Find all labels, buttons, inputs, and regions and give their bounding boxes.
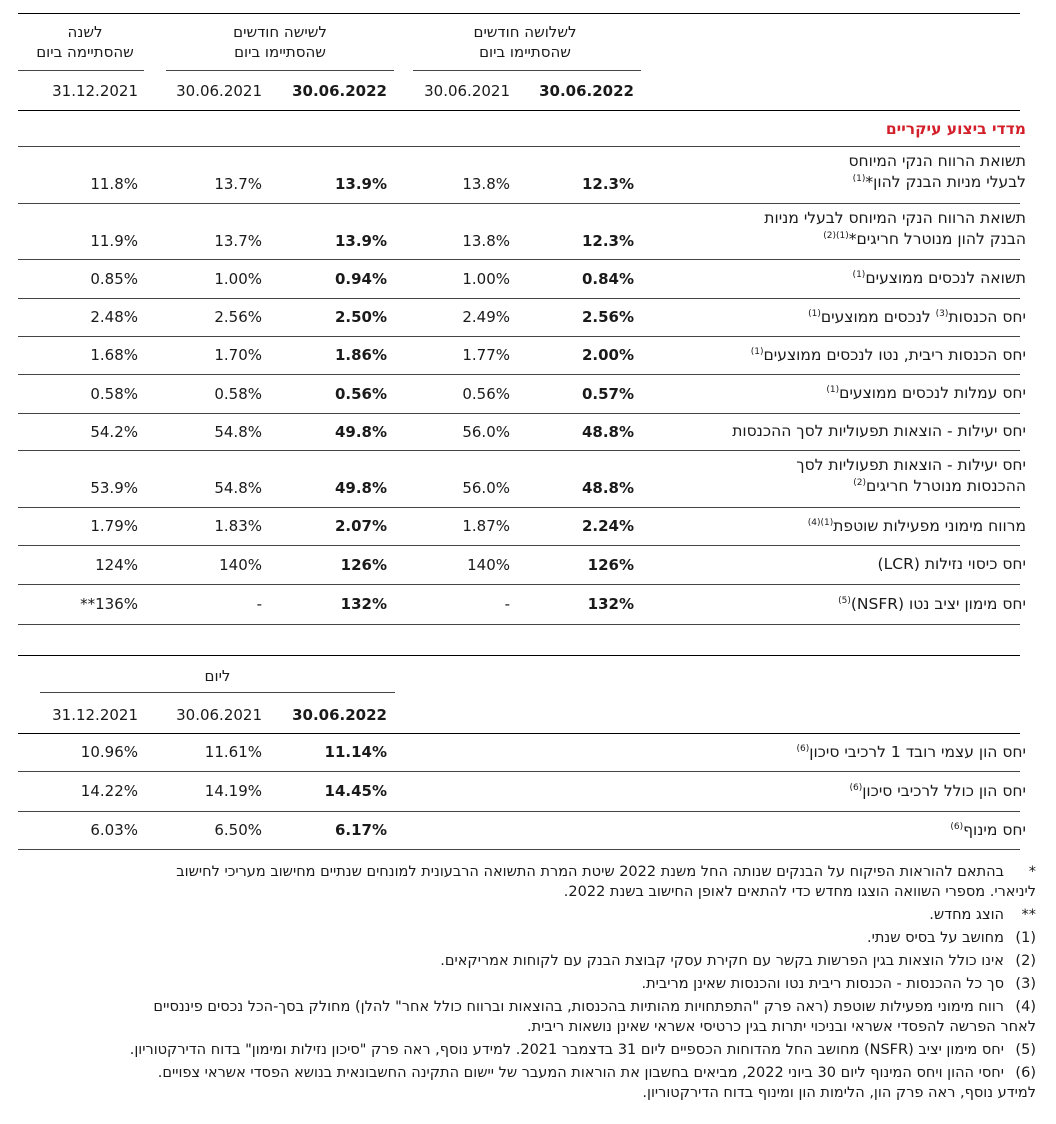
row-label <box>826 383 1026 404</box>
row-label <box>796 742 1026 763</box>
footnote-text: רווח מימוני מפעילות שוטפת (ראה פרק "התפתחויות מהותיות בהכנסות, בהוצאות וברווח כולל אחר" להלן) מחולק בסך-הכל נכסים פיננסיים <box>153 999 1004 1015</box>
row-label-line: תשואת הרווח הנקי המיוחס לבעלי מניות <box>764 209 1026 227</box>
footnote-mark: ** <box>1021 907 1036 923</box>
footnote-line <box>16 997 1036 1017</box>
footnote-mark: * <box>1028 864 1036 880</box>
table-cell: 1.70% <box>214 346 262 364</box>
row-label-line <box>838 594 1026 615</box>
footnote-text: הוצג מחדש. <box>929 907 1004 923</box>
table-cell: 56.0% <box>462 422 510 441</box>
footnote <box>16 928 1036 948</box>
footnote-ref: (2) <box>853 477 866 488</box>
header-as-of-rule <box>40 692 395 693</box>
header-year-rule <box>18 70 144 71</box>
table-cell: 13.7% <box>214 232 262 250</box>
row-label-line: תשואת הרווח הנקי המיוחס <box>848 152 1026 170</box>
footnote-mark: (1) <box>1015 930 1036 946</box>
footnote-line <box>16 1040 1036 1060</box>
table-cell: **136% <box>80 595 138 613</box>
footnote-text: מחושב על בסיס שנתי. <box>867 930 1004 946</box>
footnote <box>16 951 1036 971</box>
row-label-text: יחס הון כולל לרכיבי סיכון <box>862 781 1026 800</box>
row-label-text: לנכסים ממוצעים <box>820 307 936 326</box>
date-header: 30.06.2022 <box>539 82 634 100</box>
table-cell: 14.19% <box>204 782 262 800</box>
row-label-line <box>764 229 1026 250</box>
section-title: מדדי ביצוע עיקריים <box>885 120 1026 138</box>
row-label-text: הבנק להון מנוטרל חריגים* <box>848 230 1026 248</box>
row-label <box>849 151 1027 193</box>
footnote-ref: (1) <box>808 308 821 319</box>
row-rule <box>18 507 1020 508</box>
footnote-line <box>16 951 1036 971</box>
footnote-ref: (1)(4) <box>807 517 834 528</box>
row-rule <box>18 146 1020 147</box>
header-three-months: לשלושה חודשים שהסתיימו ביום <box>473 23 577 61</box>
row-label-line: יחס יעילות - הוצאות תפעוליות לסך ההכנסות <box>732 422 1026 440</box>
row-label-line <box>796 476 1026 497</box>
row-label-text: יחס מימון יציב נטו (NSFR) <box>850 594 1026 613</box>
footnote-line <box>16 905 1036 925</box>
table-cell: 11.8% <box>90 175 138 193</box>
row-label-line <box>849 172 1027 193</box>
table-cell: 12.3% <box>581 232 634 250</box>
row-rule <box>18 584 1020 585</box>
table-cell: 49.8% <box>334 422 387 441</box>
table-cell: 53.9% <box>90 479 138 497</box>
footnote <box>16 1063 1036 1103</box>
table-cell: 6.50% <box>214 821 262 839</box>
header-as-of: ליום <box>204 667 231 685</box>
row-rule <box>18 811 1020 812</box>
footnote-mark: (2) <box>1015 953 1036 969</box>
date-header: 30.06.2021 <box>176 706 262 724</box>
footnote-ref: (1) <box>852 269 866 280</box>
footnote-text: לאחר הפרשה להפסדי אשראי ובניכוי יתרות בגין כרטיסי אשראי שאינן נושאות ריבית. <box>526 1019 1036 1035</box>
table-cell: 2.49% <box>462 308 510 326</box>
table-cell: 13.9% <box>334 232 387 250</box>
header-six-months: לשישה חודשים שהסתיימו ביום <box>233 23 327 61</box>
header-year: לשנה שהסתיימה ביום <box>36 23 134 61</box>
table-cell: - <box>504 595 510 613</box>
table-cell: 6.17% <box>334 821 387 839</box>
table-cell: 2.24% <box>581 517 634 535</box>
table-cell: 13.9% <box>334 175 387 193</box>
row-label <box>796 455 1026 497</box>
footnote-line <box>16 1083 1036 1103</box>
date-header: 31.12.2021 <box>52 706 138 724</box>
row-label <box>849 781 1026 802</box>
table-cell: 1.86% <box>334 346 387 364</box>
date-header: 30.06.2021 <box>176 82 262 100</box>
row-label-text: תשואה לנכסים ממוצעים <box>865 269 1026 287</box>
row-label <box>838 594 1026 615</box>
row-rule <box>18 624 1020 625</box>
table-cell: 2.48% <box>90 308 138 326</box>
table-cell: 10.96% <box>80 743 138 761</box>
footnote-ref: (3) <box>935 308 949 319</box>
row-label <box>808 307 1026 328</box>
header-three-rule <box>413 70 641 71</box>
table-cell: 48.8% <box>581 422 634 441</box>
row-label <box>878 554 1026 575</box>
footnote-text: ליניארי. מספרי השוואה הוצגו מחדש כדי להתאים לאופן החישוב בשנת 2022. <box>563 884 1036 900</box>
table-cell: 1.87% <box>462 517 510 535</box>
table-cell: 0.58% <box>90 384 138 403</box>
row-label-line <box>826 383 1026 404</box>
footnote-mark: (6) <box>1015 1065 1036 1081</box>
header-six-rule <box>166 70 394 71</box>
table-cell: 126% <box>587 555 634 574</box>
row-label-text: יחס עמלות לנכסים ממוצעים <box>839 384 1026 402</box>
footnote-ref: (6) <box>796 743 810 754</box>
table-cell: 0.94% <box>334 269 387 288</box>
row-label <box>950 820 1026 841</box>
table-cell: 54.8% <box>214 422 262 441</box>
footnote-line <box>16 928 1036 948</box>
table-cell: - <box>256 595 262 613</box>
footnote-line <box>16 974 1036 994</box>
row-rule <box>18 413 1020 414</box>
row-rule <box>18 298 1020 299</box>
footnote-ref: (1) <box>826 384 840 395</box>
table-cell: 2.50% <box>334 308 387 326</box>
footnote-text: יחסי ההון ויחס המינוף ליום 30 ביוני 2022, מביאים בחשבון את הוראות המעבר של יישום התקינה החשבונאית בנושא הפסדי אשראי צפויים. <box>157 1065 1004 1081</box>
footnote-line <box>16 882 1036 902</box>
table-cell: 1.77% <box>462 346 510 364</box>
table-cell: 1.68% <box>90 346 138 364</box>
table-cell: 13.7% <box>214 175 262 193</box>
table-cell: 14.22% <box>80 782 138 800</box>
table-cell: 1.00% <box>462 269 510 288</box>
table-cell: 11.9% <box>90 232 138 250</box>
table-cell: 2.00% <box>581 346 634 364</box>
date-header: 30.06.2021 <box>424 82 510 100</box>
table-cell: 0.57% <box>581 384 634 403</box>
table-cell: 140% <box>467 555 510 574</box>
table-cell: 0.56% <box>462 384 510 403</box>
footnote-ref: (6) <box>950 821 964 832</box>
footnote-text: סך כל ההכנסות - הכנסות ריבית נטו והכנסות שאינן מריבית. <box>641 976 1004 992</box>
table-cell: 6.03% <box>90 821 138 839</box>
footnote <box>16 862 1036 902</box>
footnote-text: למידע נוסף, ראה פרק הון, הלימות הון ומינוף בדוח הדירקטוריון. <box>642 1085 1036 1101</box>
table-cell: 132% <box>587 595 634 613</box>
table2-top-rule <box>18 655 1020 656</box>
table-cell: 49.8% <box>334 479 387 497</box>
table-cell: 1.83% <box>214 517 262 535</box>
row-label <box>751 345 1026 366</box>
footnote-text: אינו כולל הוצאות בגין הפרשות בקשר עם חקירת עסקי קבוצת הבנק עם לקוחות אמריקאים. <box>440 953 1004 969</box>
footnote-mark: (5) <box>1015 1042 1036 1058</box>
table-cell: 13.8% <box>462 175 510 193</box>
table-top-rule <box>18 13 1020 14</box>
header-bottom-rule <box>18 110 1020 111</box>
row-label-line <box>853 268 1026 289</box>
row-label-text: יחס מינוף <box>963 820 1026 839</box>
table-cell: 0.84% <box>581 269 634 288</box>
table-cell: 0.58% <box>214 384 262 403</box>
date-header: 30.06.2022 <box>292 706 387 724</box>
row-label <box>808 516 1026 537</box>
table-cell: 11.61% <box>204 743 262 761</box>
row-rule <box>18 450 1020 451</box>
table-cell: 54.8% <box>214 479 262 497</box>
table-cell: 1.00% <box>214 269 262 288</box>
table-cell: 12.3% <box>581 175 634 193</box>
footnote-ref: (1) <box>852 173 866 184</box>
table-cell: 124% <box>95 555 138 574</box>
footnote-text: יחס מימון יציב (NSFR) מחושב החל מהדוחות הכספיים ליום 31 בדצמבר 2021. למידע נוסף, ראה פרק "סיכון נזילות ומימון" בדוח הדירקטוריון. <box>129 1042 1004 1058</box>
row-rule <box>18 545 1020 546</box>
date-header: 30.06.2022 <box>292 82 387 100</box>
row-label <box>732 421 1026 442</box>
footnote-ref: (5) <box>838 595 851 606</box>
footnote <box>16 1040 1036 1060</box>
footnote-ref: (1)(2) <box>823 230 849 241</box>
footnote-ref: (1) <box>750 346 764 357</box>
table-cell: 0.56% <box>334 384 387 403</box>
table-cell: 54.2% <box>90 422 138 441</box>
table-cell: 48.8% <box>581 479 634 497</box>
row-rule <box>18 259 1020 260</box>
row-label-line <box>751 345 1026 366</box>
table-cell: 126% <box>340 555 387 574</box>
table-cell: 140% <box>219 555 262 574</box>
table-cell: 13.8% <box>462 232 510 250</box>
footnote-mark: (3) <box>1015 976 1036 992</box>
footnote <box>16 974 1036 994</box>
table-cell: 0.85% <box>90 269 138 288</box>
table-cell: 2.56% <box>581 308 634 326</box>
table-cell: 56.0% <box>462 479 510 497</box>
row-label-line: יחס כיסוי נזילות (LCR) <box>877 555 1026 573</box>
row-label-text: לבעלי מניות הבנק להון* <box>865 173 1026 191</box>
row-rule <box>18 336 1020 337</box>
row-label-text: יחס הכנסות <box>948 307 1026 326</box>
table-cell: 2.56% <box>214 308 262 326</box>
row-label <box>764 208 1026 250</box>
row-label-text: מרווח מימוני מפעילות שוטפת <box>833 516 1026 535</box>
row-label-text: יחס הון עצמי רובד 1 לרכיבי סיכון <box>809 742 1026 761</box>
table-cell: 14.45% <box>324 782 387 800</box>
row-rule <box>18 849 1020 850</box>
table-cell: 2.07% <box>334 517 387 535</box>
table-cell: 11.14% <box>324 743 387 761</box>
footnote <box>16 997 1036 1037</box>
row-label-text: יחס הכנסות ריבית, נטו לנכסים ממוצעים <box>763 345 1026 364</box>
table-cell: 1.79% <box>90 517 138 535</box>
footnote <box>16 905 1036 925</box>
footnote-line <box>16 862 1036 882</box>
footnote-line <box>16 1063 1036 1083</box>
row-label <box>853 268 1026 289</box>
date-header: 31.12.2021 <box>52 82 138 100</box>
table2-header-bottom-rule <box>18 733 1020 734</box>
row-label-line <box>808 516 1026 537</box>
row-rule <box>18 374 1020 375</box>
footnote-mark: (4) <box>1015 999 1036 1015</box>
table-cell: 132% <box>340 595 387 613</box>
row-rule <box>18 771 1020 772</box>
footnote-line <box>16 1017 1036 1037</box>
row-label-line: יחס יעילות - הוצאות תפעוליות לסך <box>796 456 1026 474</box>
row-label-line <box>808 307 1026 328</box>
row-label-text: ההכנסות מנוטרל חריגים <box>865 477 1026 495</box>
row-rule <box>18 203 1020 204</box>
footnote-ref: (6) <box>849 782 863 793</box>
footnote-text: בהתאם להוראות הפיקוח על הבנקים שנותה החל משנת 2022 שיטת המרת התשואה הרבעונית למונחים שנתיים מחישוב מעריכי לחישוב <box>176 864 1004 880</box>
